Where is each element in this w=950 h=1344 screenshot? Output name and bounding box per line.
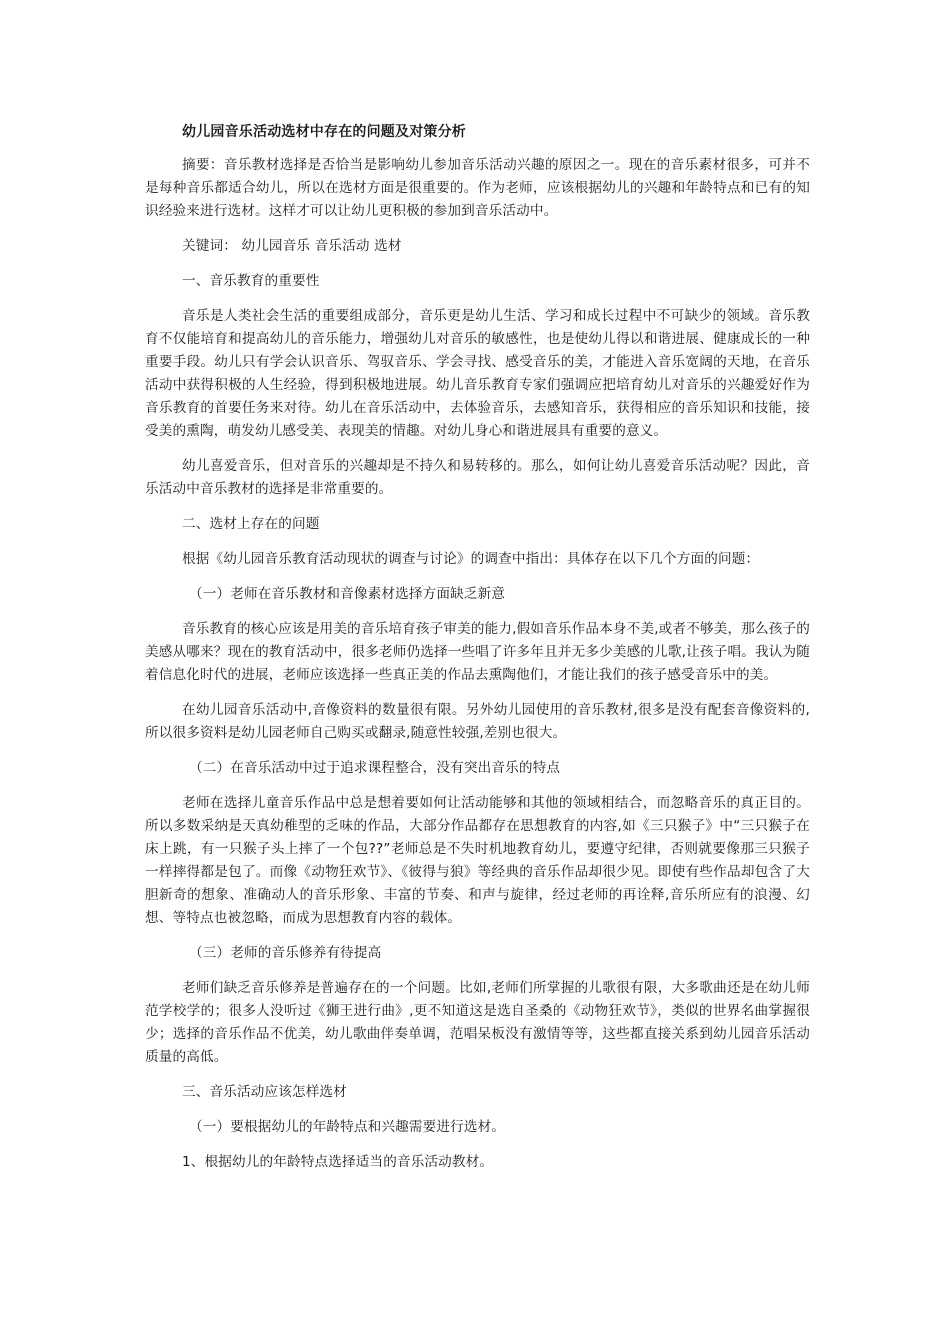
keywords-line: 关键词： 幼儿园音乐 音乐活动 选材 (182, 238, 402, 254)
section-1-paragraph-2: 幼儿喜爱音乐，但对音乐的兴趣却是不持久和易转移的。那么，如何让幼儿喜爱音乐活动呢？因此，音乐活动中音乐教材的选择是非常重要的。 (145, 458, 810, 497)
section-1-heading: 一、音乐教育的重要性 (182, 273, 320, 289)
section-3-sub-1-item-1: 1、根据幼儿的年龄特点选择适当的音乐活动教材。 (182, 1154, 494, 1170)
section-2-sub-3-paragraph-1: 老师们缺乏音乐修养是普遍存在的一个问题。比如,老师们所掌握的儿歌很有限，大多歌曲还是在幼儿师范学校学的；很多人没听过《狮王进行曲》,更不知道这是选自圣桑的《动物狂欢节》，类似的世界名曲掌握很少；选择的音乐作品不优美，幼儿歌曲伴奏单调，范唱呆板没有激情等等，这些都直接关系到幼儿园音乐活动质量的高低。 (145, 980, 810, 1065)
section-3-heading: 三、音乐活动应该怎样选材 (182, 1084, 347, 1100)
section-2-sub-3-heading: （三）老师的音乐修养有待提高 (189, 945, 382, 961)
section-2-sub-1-paragraph-2: 在幼儿园音乐活动中,音像资料的数量很有限。另外幼儿园使用的音乐教材,很多是没有配套音像资料的,所以很多资料是幼儿园老师自己购买或翻录,随意性较强,差别也很大。 (145, 702, 810, 741)
section-2-sub-2-paragraph-1: 老师在选择儿童音乐作品中总是想着要如何让活动能够和其他的领域相结合，而忽略音乐的真正目的。所以多数采纳是天真幼稚型的乏味的作品，大部分作品都存在思想教育的内容,如《三只猴子》中“三只猴子在床上跳，有一只猴子头上摔了一个包??”老师总是不失时机地教育幼儿，要遵守纪律，否则就要像那三只猴子一样摔得都是包了。而像《动物狂欢节》、《彼得与狼》等经典的音乐作品却很少见。即使有些作品却包含了大胆新奇的想象、准确动人的音乐形象、丰富的节奏、和声与旋律，经过老师的再诠释,音乐所应有的浪漫、幻想、等特点也被忽略，而成为思想教育内容的载体。 (145, 795, 810, 926)
section-2-sub-1-paragraph-1: 音乐教育的核心应该是用美的音乐培育孩子审美的能力,假如音乐作品本身不美,或者不够美，那么孩子的美感从哪来？现在的教育活动中，很多老师仍选择一些唱了许多年且并无多少美感的儿歌,让孩子唱。我认为随着信息化时代的进展，老师应该选择一些真正美的作品去熏陶他们，才能让我们的孩子感受音乐中的美。 (145, 621, 810, 683)
section-2-intro: 根据《幼儿园音乐教育活动现状的调查与讨论》的调查中指出：具体存在以下几个方面的问题： (182, 551, 760, 567)
section-2-sub-1-heading: （一）老师在音乐教材和音像素材选择方面缺乏新意 (189, 586, 506, 602)
section-3-sub-1-heading: （一）要根据幼儿的年龄特点和兴趣需要进行选材。 (189, 1119, 506, 1135)
section-2-sub-2-heading: （二）在音乐活动中过于追求课程整合，没有突出音乐的特点 (189, 760, 561, 776)
section-1-paragraph-1: 音乐是人类社会生活的重要组成部分，音乐更是幼儿生活、学习和成长过程中不可缺少的领域。音乐教育不仅能培育和提高幼儿的音乐能力，增强幼儿对音乐的敏感性，也是使幼儿得以和谐进展、健康成长的一种重要手段。幼儿只有学会认识音乐、驾驭音乐、学会寻找、感受音乐的美，才能进入音乐宽阔的天地，在音乐活动中获得积极的人生经验，得到积极地进展。幼儿音乐教育专家们强调应把培育幼儿对音乐的兴趣爱好作为音乐教育的首要任务来对待。幼儿在音乐活动中，去体验音乐，去感知音乐，获得相应的音乐知识和技能，接受美的熏陶，萌发幼儿感受美、表现美的情趣。对幼儿身心和谐进展具有重要的意义。 (145, 308, 810, 439)
abstract-paragraph: 摘要：音乐教材选择是否恰当是影响幼儿参加音乐活动兴趣的原因之一。现在的音乐素材很多，可并不是每种音乐都适合幼儿，所以在选材方面是很重要的。作为老师，应该根据幼儿的兴趣和年龄特点和已有的知识经验来进行选材。这样才可以让幼儿更积极的参加到音乐活动中。 (145, 157, 810, 219)
document-title: 幼儿园音乐活动选材中存在的问题及对策分析 (182, 124, 466, 140)
document-body (145, 122, 810, 1186)
section-2-heading: 二、选材上存在的问题 (182, 516, 320, 532)
